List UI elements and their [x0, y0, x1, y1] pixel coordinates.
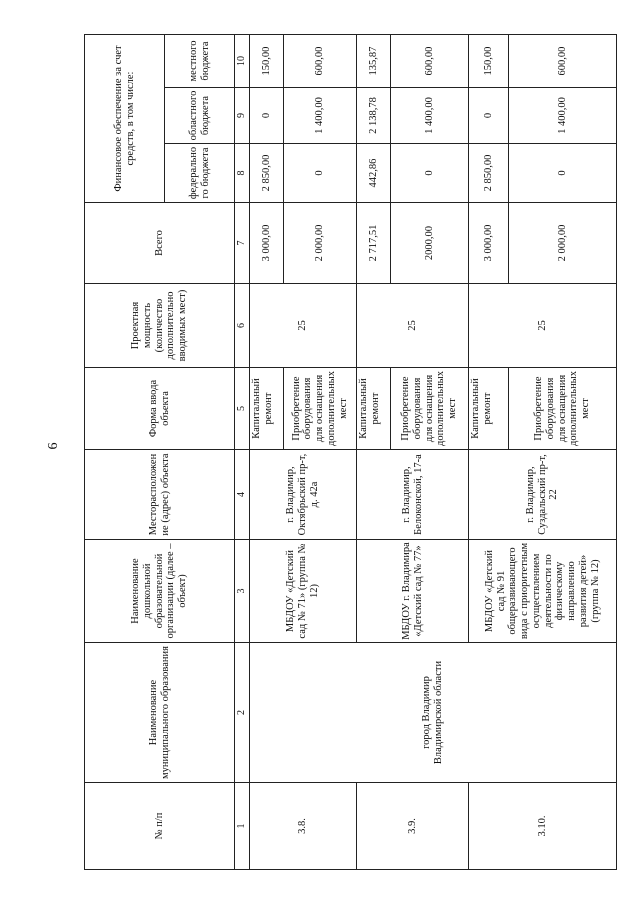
form-equipment: Приобретение оборудования для оснащения дополнительных мест — [391, 368, 469, 450]
column-number: 7 — [235, 203, 250, 284]
header-municipality: Наименование муниципального образования — [85, 643, 235, 783]
organization-name: МБДОУ г. Владимира «Детский сад № 77» — [357, 540, 469, 643]
regional-value: 1 400,00 — [391, 88, 469, 144]
local-value: 600,00 — [509, 34, 617, 87]
page-number: 6 — [46, 442, 61, 450]
local-value: 135,87 — [357, 34, 391, 87]
header-organization: Наименование дошкольной образовательной организации (далее – объект) — [85, 540, 235, 643]
column-number: 8 — [235, 144, 250, 203]
address: г. Владимир, Белоконской, 17-а — [357, 450, 469, 540]
total-value: 2000,00 — [391, 203, 469, 284]
total-value: 2 717,51 — [357, 203, 391, 284]
address: г. Владимир, Октябрьский пр-т, д. 42а — [250, 450, 357, 540]
federal-value: 0 — [391, 144, 469, 203]
total-value: 3 000,00 — [469, 203, 509, 284]
header-local: местного бюджета — [165, 34, 235, 87]
financing-table — [84, 34, 617, 870]
organization-name: МБДОУ «Детский сад № 71» (группа № 12) — [250, 540, 357, 643]
header-total: Всего — [85, 203, 235, 284]
federal-value: 0 — [509, 144, 617, 203]
municipality-name: город Владимир Владимирской области — [250, 643, 617, 783]
form-capital-repair: Капитальный ремонт — [357, 368, 391, 450]
total-value: 2 000,00 — [284, 203, 357, 284]
total-value: 2 000,00 — [509, 203, 617, 284]
regional-value: 0 — [469, 88, 509, 144]
local-value: 150,00 — [469, 34, 509, 87]
address: г. Владимир, Суздальский пр-т, 22 — [469, 450, 617, 540]
row-number: 3.10. — [469, 783, 617, 870]
header-federal: федерального бюджета — [165, 144, 235, 203]
header-financing: Финансовое обеспечение за счет средств, в том числе: — [85, 34, 165, 202]
regional-value: 1 400,00 — [509, 88, 617, 144]
header-capacity: Проектная мощность (количество дополнительно вводимых мест) — [85, 284, 235, 368]
local-value: 150,00 — [250, 34, 284, 87]
header-address: Месторасположение (адрес) объекта — [85, 450, 235, 540]
column-number: 3 — [235, 540, 250, 643]
local-value: 600,00 — [284, 34, 357, 87]
local-value: 600,00 — [391, 34, 469, 87]
column-number: 9 — [235, 88, 250, 144]
column-number: 1 — [235, 783, 250, 870]
capacity: 25 — [357, 284, 469, 368]
federal-value: 0 — [284, 144, 357, 203]
column-number: 5 — [235, 368, 250, 450]
column-number: 6 — [235, 284, 250, 368]
header-regional: областного бюджета — [165, 88, 235, 144]
form-equipment: Приобретение оборудования для оснащения дополнительных мест — [284, 368, 357, 450]
column-number: 10 — [235, 34, 250, 87]
federal-value: 2 850,00 — [250, 144, 284, 203]
form-capital-repair: Капитальный ремонт — [250, 368, 284, 450]
total-value: 3 000,00 — [250, 203, 284, 284]
federal-value: 2 850,00 — [469, 144, 509, 203]
form-capital-repair: Капитальный ремонт — [469, 368, 509, 450]
regional-value: 1 400,00 — [284, 88, 357, 144]
regional-value: 2 138,78 — [357, 88, 391, 144]
rotated-table-container — [84, 35, 601, 870]
column-number: 4 — [235, 450, 250, 540]
row-number: 3.9. — [357, 783, 469, 870]
header-form: Форма ввода объекта — [85, 368, 235, 450]
organization-name: МБДОУ «Детский сад № 91 общеразвивающего вида с приоритетным осуществлением деятельности по физическому направлению развития детей» (группа № 12) — [469, 540, 617, 643]
column-number: 2 — [235, 643, 250, 783]
header-no: № п/п — [85, 783, 235, 870]
regional-value: 0 — [250, 88, 284, 144]
federal-value: 442,86 — [357, 144, 391, 203]
form-equipment: Приобретение оборудования для оснащения дополнительных мест — [509, 368, 617, 450]
row-number: 3.8. — [250, 783, 357, 870]
capacity: 25 — [250, 284, 357, 368]
capacity: 25 — [469, 284, 617, 368]
